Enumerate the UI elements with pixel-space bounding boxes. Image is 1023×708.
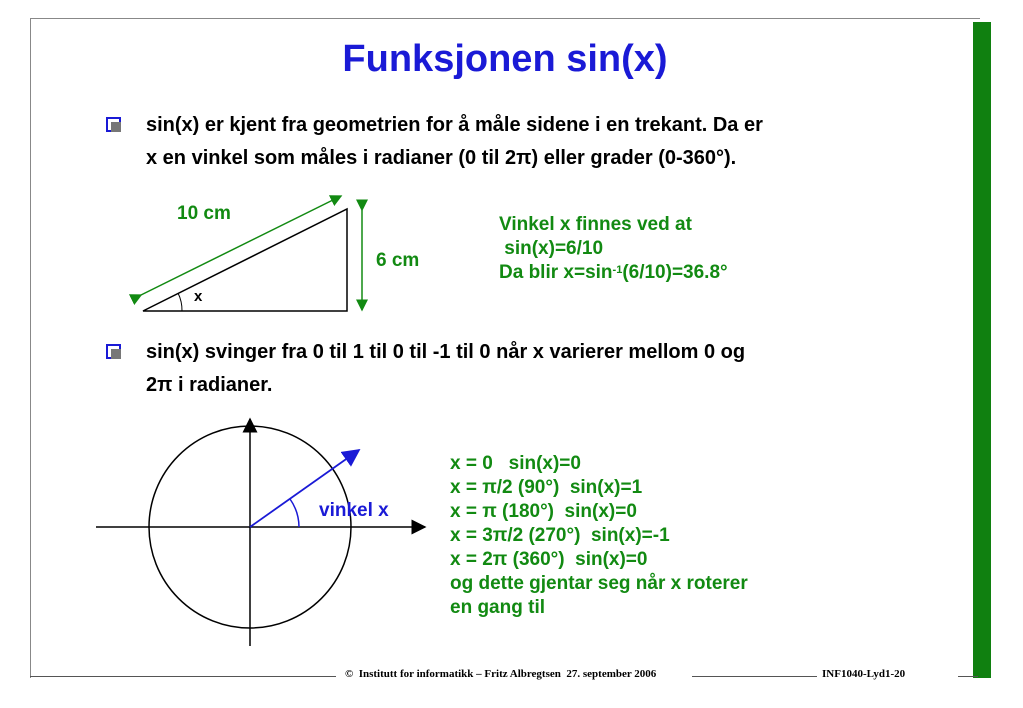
bullet1-line2: x en vinkel som måles i radianer (0 til 2π) eller grader (0-360°).	[146, 147, 737, 169]
note-line3-sup: -1	[612, 264, 623, 276]
values-line: en gang til	[450, 597, 545, 618]
values-list	[450, 452, 748, 620]
hypotenuse-label: 10 cm	[177, 203, 231, 224]
side-label: 6 cm	[376, 250, 420, 271]
bullet-icon	[106, 344, 121, 359]
values-line: og dette gjentar seg når x roterer	[450, 573, 748, 594]
note-block	[499, 213, 728, 285]
bullet2-line1: sin(x) svinger fra 0 til 1 til 0 til -1 til 0 når x varierer mellom 0 og	[146, 341, 746, 363]
values-line: x = π (180°) sin(x)=0	[450, 501, 637, 522]
hypotenuse-arrow	[141, 196, 341, 295]
bullet1-line1: sin(x) er kjent fra geometrien for å måle sidene i en trekant. Da er	[146, 114, 763, 136]
bullet2-text	[146, 336, 745, 402]
unit-circle	[96, 419, 425, 646]
values-line: x = 0 sin(x)=0	[450, 453, 581, 474]
footer-rule-middle	[692, 676, 817, 677]
note-line3	[499, 261, 728, 285]
triangle-angle-label: x	[194, 288, 203, 305]
footer-rule-right	[958, 676, 978, 677]
bullet2-line2: 2π i radianer.	[146, 374, 273, 396]
circle-angle-label: vinkel x	[319, 500, 389, 521]
note-line2: sin(x)=6/10	[499, 238, 604, 259]
note-line3-post: (6/10)=36.8°	[622, 262, 728, 283]
angle-arc	[290, 499, 299, 527]
footer-slide-id: INF1040-Lyd1-20	[822, 668, 906, 680]
values-line: x = π/2 (90°) sin(x)=1	[450, 477, 643, 498]
note-line1: Vinkel x finnes ved at	[499, 214, 692, 235]
footer-credit: © Institutt for informatikk – Fritz Albregtsen 27. september 2006	[345, 668, 657, 680]
triangle-shape	[143, 209, 347, 311]
slide-title: Funksjonen sin(x)	[342, 38, 668, 80]
values-line: x = 2π (360°) sin(x)=0	[450, 549, 648, 570]
note-line3-pre: Da blir x=sin	[499, 262, 613, 283]
footer-rule-left	[30, 676, 336, 677]
values-line: x = 3π/2 (270°) sin(x)=-1	[450, 525, 670, 546]
